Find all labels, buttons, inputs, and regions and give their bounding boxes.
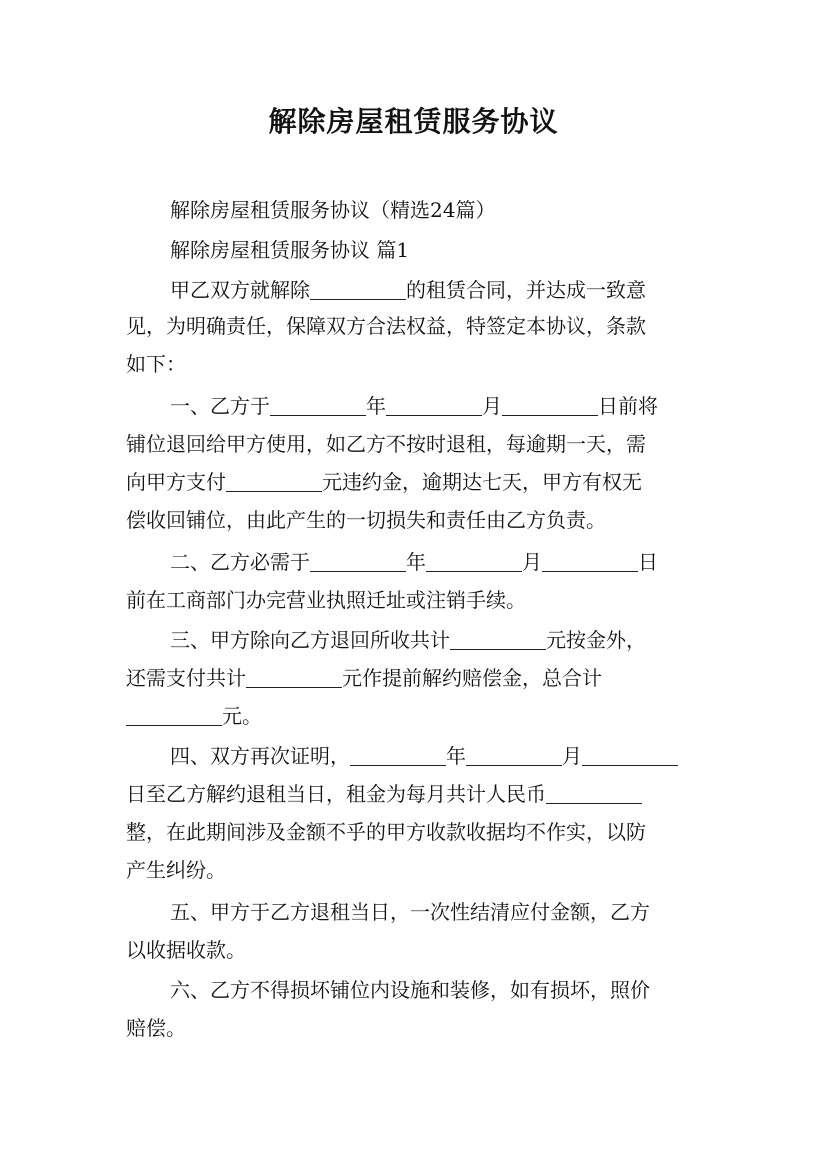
clause-6-line: 赔偿。	[126, 1016, 186, 1040]
clause-4-line	[126, 776, 702, 812]
text-run: 年	[406, 550, 426, 574]
fill-blank	[246, 667, 342, 688]
fill-blank	[502, 395, 598, 416]
clause-5-line: 五、甲方于乙方退租当日，一次性结清应付金额，乙方	[170, 900, 650, 924]
text-run: 二、乙方必需于	[170, 550, 310, 574]
fill-blank	[426, 551, 522, 572]
text-run: 四、双方再次证明，	[170, 744, 350, 768]
paragraph-line	[170, 272, 702, 308]
text-run: 月	[522, 550, 542, 574]
clause-1-line	[170, 388, 702, 424]
text-run: 元作提前解约赔偿金，总合计	[342, 666, 602, 690]
clause-1-line: 铺位退回给甲方使用，如乙方不按时退租，每逾期一天，需	[126, 432, 646, 456]
fill-blank	[126, 705, 222, 726]
text-run: 三、甲方除向乙方退回所收共计	[170, 628, 450, 652]
fill-blank	[350, 745, 446, 766]
fill-blank	[310, 551, 406, 572]
clause-4-line	[170, 738, 702, 774]
fill-blank	[450, 629, 546, 650]
text-run: 日至乙方解约退租当日，租金为每月共计人民币	[126, 782, 546, 806]
text-run: 日	[638, 550, 658, 574]
fill-blank	[546, 783, 642, 804]
text-run: 元。	[222, 704, 262, 728]
clause-1-line: 偿收回铺位，由此产生的一切损失和责任由乙方负责。	[126, 508, 606, 532]
text-run: 元违约金，逾期达七天，甲方有权无	[322, 470, 642, 494]
clause-4-line: 产生纠纷。	[126, 858, 226, 882]
clause-2-line	[170, 544, 702, 580]
clause-3-line	[170, 622, 702, 658]
text-run: 年	[446, 744, 466, 768]
clause-3-line	[126, 660, 702, 696]
fill-blank	[226, 471, 322, 492]
text-run: 向甲方支付	[126, 470, 226, 494]
clause-6-line: 六、乙方不得损坏铺位内设施和装修，如有损坏，照价	[170, 978, 650, 1002]
text-run: 一、乙方于	[170, 394, 270, 418]
text-run: 的租赁合同，并达成一致意	[406, 278, 646, 302]
paragraph-line: 如下：	[126, 352, 186, 376]
fill-blank	[542, 551, 638, 572]
text-run: 年	[366, 394, 386, 418]
text-run: 月	[562, 744, 582, 768]
fill-blank	[582, 745, 678, 766]
document-subtitle: 解除房屋租赁服务协议（精选24篇）	[170, 198, 496, 222]
text-run: 还需支付共计	[126, 666, 246, 690]
clause-3-line	[126, 698, 702, 734]
paragraph-line: 见，为明确责任，保障双方合法权益，特签定本协议，条款	[126, 314, 646, 338]
clause-2-line: 前在工商部门办完营业执照迁址或注销手续。	[126, 588, 526, 612]
text-run: 甲乙双方就解除	[170, 278, 310, 302]
fill-blank	[386, 395, 482, 416]
clause-5-line: 以收据收款。	[126, 938, 246, 962]
text-run: 日前将	[598, 394, 658, 418]
fill-blank	[270, 395, 366, 416]
section-heading: 解除房屋租赁服务协议 篇1	[170, 238, 410, 262]
clause-1-line	[126, 464, 702, 500]
text-run: 元按金外，	[546, 628, 646, 652]
text-run: 月	[482, 394, 502, 418]
clause-4-line: 整，在此期间涉及金额不乎的甲方收款收据均不作实，以防	[126, 820, 646, 844]
fill-blank	[310, 279, 406, 300]
document-title: 解除房屋租赁服务协议	[268, 105, 559, 138]
fill-blank	[466, 745, 562, 766]
